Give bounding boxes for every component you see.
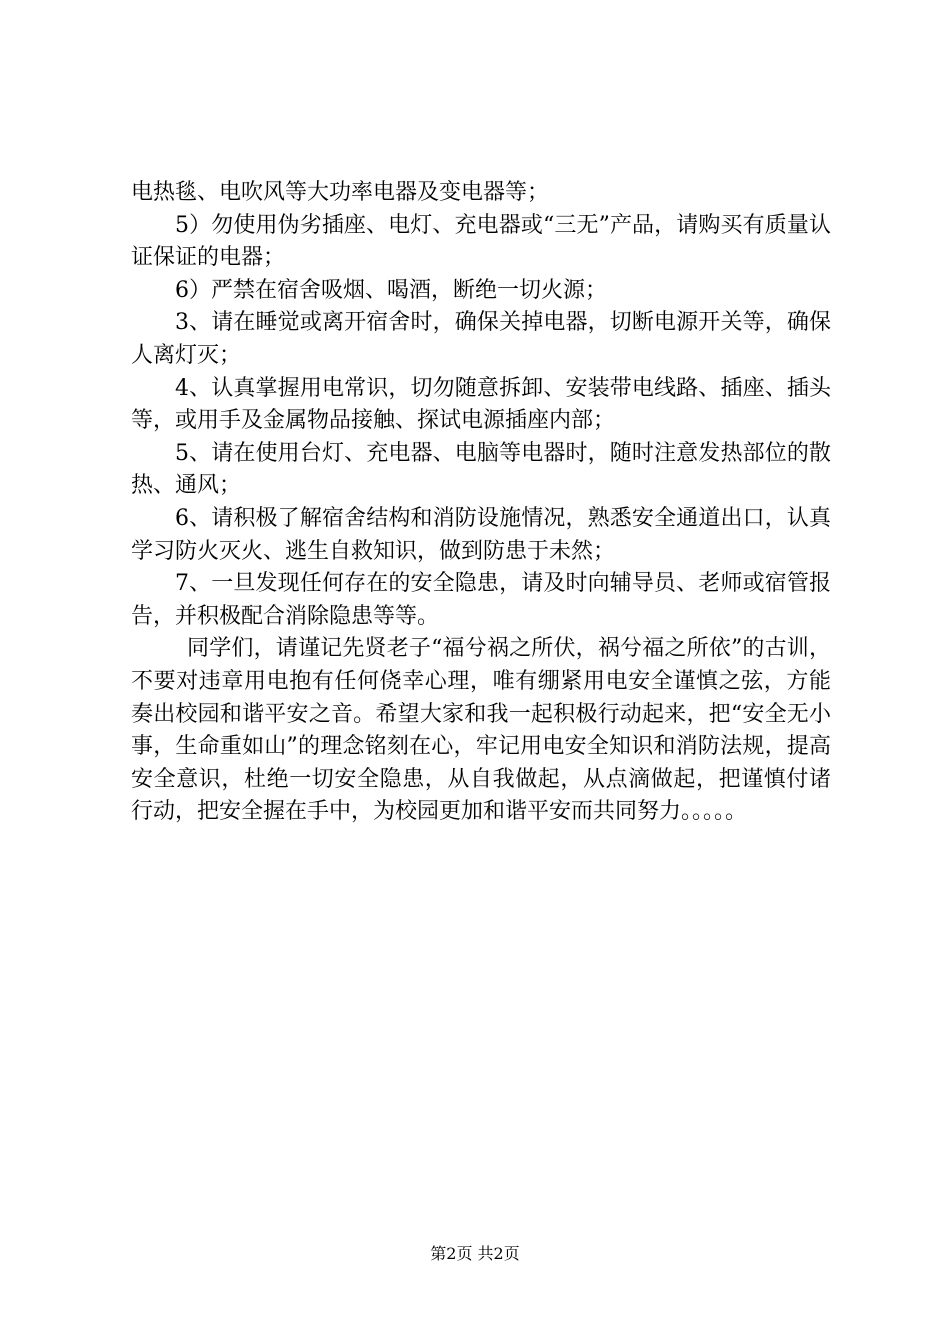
- paragraph-continuation: 电热毯、电吹风等大功率电器及变电器等；: [131, 180, 550, 205]
- paragraph-closing: 同学们，请谨记先贤老子“福兮祸之所伏，祸兮福之所依”的古训，不要对违章用电抱有任何侥幸心理，唯有绷紧用电安全谨慎之弦，方能奏出校园和谐平安之音。希望大家和我一起积极行动起来，把“安全无小事，生命重如山”的理念铭刻在心，牢记用电安全知识和消防法规，提高安全意识，杜绝一切安全隐患，从自我做起，从点滴做起，把谨慎付诸行动，把安全握在手中，为校园更加和谐平安而共同努力。。。。。: [131, 636, 831, 825]
- paragraph-item-3: 3、请在睡觉或离开宿舍时，确保关掉电器，切断电源开关等，确保人离灯灭；: [131, 310, 831, 368]
- paragraph-item-6-sub: 6）严禁在宿舍吸烟、喝酒，断绝一切火源；: [175, 277, 607, 303]
- paragraph-item-5: 5、请在使用台灯、充电器、电脑等电器时，随时注意发热部位的散热、通风；: [131, 440, 831, 499]
- paragraph-item-7: 7、一旦发现任何存在的安全隐患，请及时向辅导员、老师或宿管报告，并积极配合消除隐患等等。: [131, 571, 831, 629]
- document-body: [131, 177, 831, 829]
- page-number-footer: 第2页 共2页: [430, 1244, 520, 1263]
- paragraph-item-6: 6、请积极了解宿舍结构和消防设施情况，熟悉安全通道出口，认真学习防火灭火、逃生自救知识，做到防患于未然；: [131, 505, 831, 564]
- paragraph-item-4: 4、认真掌握用电常识，切勿随意拆卸、安装带电线路、插座、插头等，或用手及金属物品接触、探试电源插座内部；: [131, 375, 831, 434]
- paragraph-item-5-sub: 5）勿使用伪劣插座、电灯、充电器或“三无”产品，请购买有质量认证保证的电器；: [131, 212, 831, 271]
